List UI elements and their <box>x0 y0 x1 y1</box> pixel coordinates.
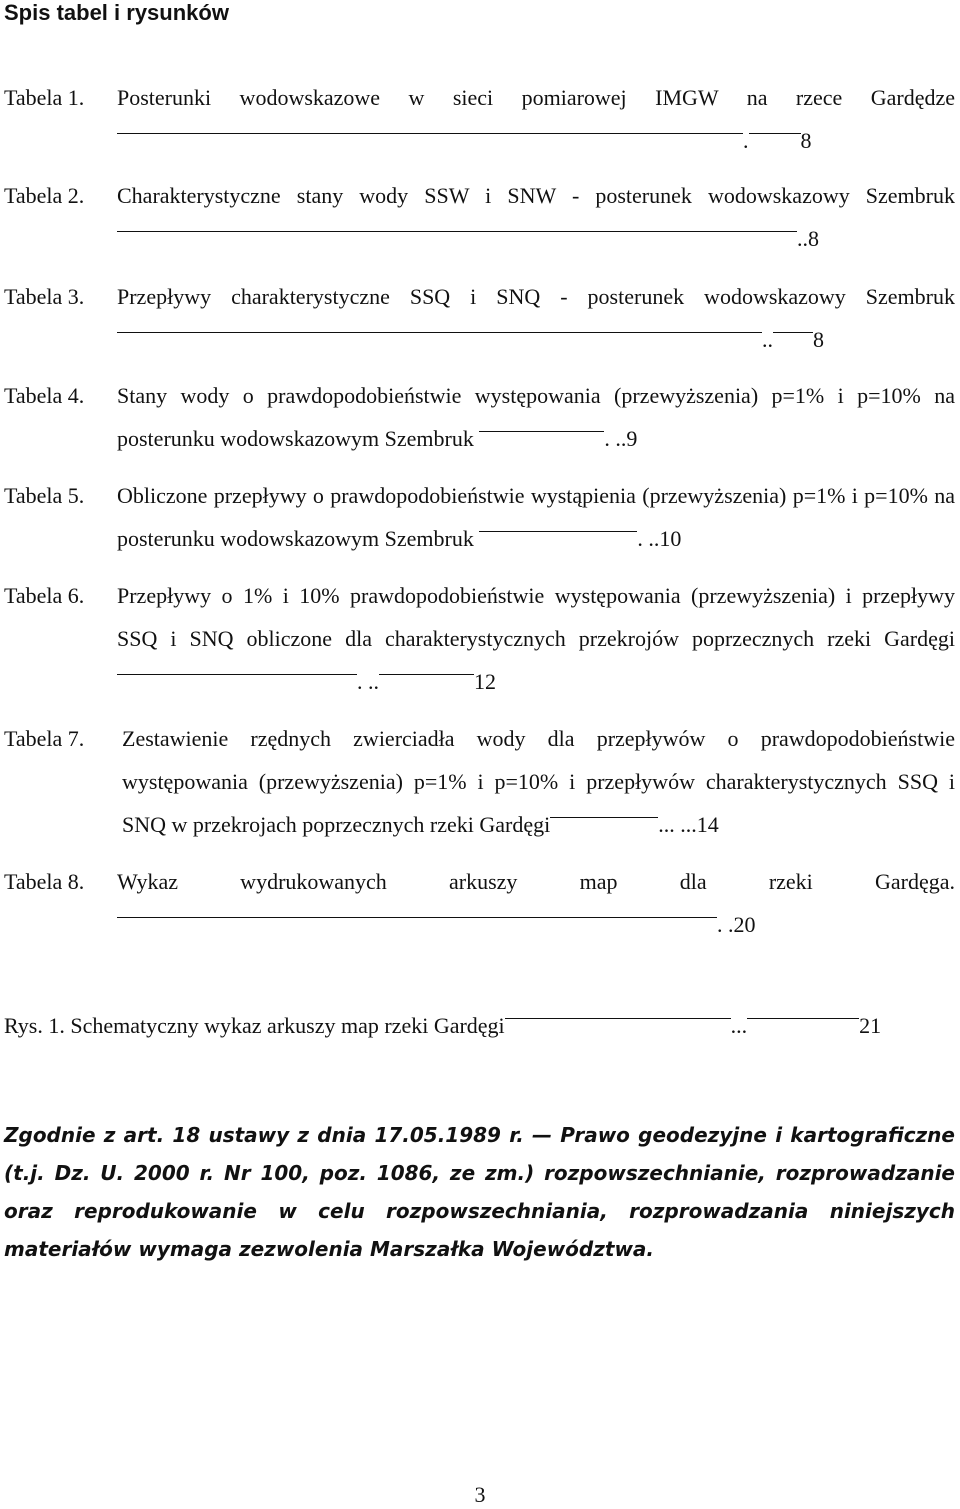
leader-line <box>117 133 743 134</box>
entry-title: Charakterystyczne stany wody SSW i SNW - posterunek wodowskazowy Szembruk <box>117 183 955 208</box>
entry-number: Tabela 5. <box>4 483 85 508</box>
toc-entry-tabela-5 <box>4 474 955 560</box>
toc-entry-tabela-2 <box>4 174 955 260</box>
entry-title: Stany wody o prawdopodobieństwie występowania (przewyższenia) p=1% i p=10% na posterunku wodowskazowym Szembruk <box>117 383 955 451</box>
toc-entry-tabela-7 <box>4 717 955 846</box>
entry-page: 10 <box>659 526 682 551</box>
entry-page: 12 <box>474 669 496 694</box>
leader-line <box>749 133 801 134</box>
toc-entry-rys-1 <box>4 1004 955 1047</box>
entry-body <box>117 474 955 560</box>
entry-number: Tabela 1. <box>4 85 85 110</box>
leader-line <box>117 231 797 232</box>
entry-number: Tabela 2. <box>4 183 85 208</box>
leader-dots: ... <box>730 1013 748 1038</box>
entry-page: 9 <box>626 426 638 451</box>
leader-dots: . .. <box>357 669 379 694</box>
leader-line <box>379 674 474 675</box>
leader-line <box>479 531 637 532</box>
leader-dots: . .. <box>637 526 660 551</box>
entry-number: Tabela 3. <box>4 284 85 309</box>
entry-page: 8 <box>808 226 819 251</box>
entry-body <box>117 574 955 703</box>
entry-body <box>117 374 955 460</box>
leader-dots: ... ... <box>658 812 697 837</box>
leader-line <box>505 1018 731 1019</box>
toc-entry-tabela-1 <box>4 76 955 162</box>
leader-line <box>479 431 604 432</box>
entry-number: Tabela 6. <box>4 583 85 608</box>
entry-page: 20 <box>733 912 756 937</box>
entry-number: Tabela 7. <box>4 726 85 751</box>
entry-title: Wykaz wydrukowanych arkuszy map dla rzeki Gardęga. <box>117 869 955 894</box>
toc-entry-tabela-8 <box>4 860 955 946</box>
leader-dots: . <box>743 128 749 153</box>
leader-line <box>550 817 658 818</box>
entry-title: Obliczone przepływy o prawdopodobieństwie wystąpienia (przewyższenia) p=1% i p=10% na posterunku wodowskazowym Szembruk <box>117 483 955 551</box>
toc-entry-tabela-6 <box>4 574 955 703</box>
entry-page: 14 <box>696 812 719 837</box>
leader-line <box>747 1018 859 1019</box>
entry-number: Tabela 8. <box>4 869 85 894</box>
leader-dots: .. <box>762 327 773 352</box>
leader-dots: .. <box>797 226 808 251</box>
entry-title: Posterunki wodowskazowe w sieci pomiarowej IMGW na rzece Gardędze <box>117 85 955 110</box>
entry-body <box>117 174 955 260</box>
page-number: 3 <box>474 1482 486 1507</box>
leader-line <box>773 332 813 333</box>
toc-entry-tabela-3 <box>4 275 955 361</box>
entry-page: 8 <box>813 327 824 352</box>
copyright-notice: Zgodnie z art. 18 ustawy z dnia 17.05.1989 r. — Prawo geodezyjne i kartograficzne (t.j. Dz. U. 2000 r. Nr 100, poz. 1086, ze zm.) rozpowszechnianie, rozprowadzanie oraz reprodukowanie w celu rozpowszechniania, rozprowadzania niniejszych materiałów wymaga zezwolenia Marszałka Województwa. <box>4 1123 955 1261</box>
toc-entry-tabela-4 <box>4 374 955 460</box>
entry-title: Zestawienie rzędnych zwierciadła wody dla przepływów o prawdopodobieństwie występowania (przewyższenia) p=1% i p=10% i przepływów charakterystycznych SSQ i SNQ w przekrojach poprzecznych rzeki Gardęgi <box>122 726 955 837</box>
entry-number: Tabela 4. <box>4 383 85 408</box>
page-heading: Spis tabel i rysunków <box>4 0 229 25</box>
leader-line <box>117 917 717 918</box>
entry-title: Przepływy o 1% i 10% prawdopodobieństwie występowania (przewyższenia) i przepływy SSQ i SNQ obliczone dla charakterystycznych przekrojów poprzecznych rzeki Gardęgi <box>117 583 955 651</box>
figure-title: Rys. 1. Schematyczny wykaz arkuszy map rzeki Gardęgi <box>4 1013 505 1038</box>
entry-title: Przepływy charakterystyczne SSQ i SNQ - posterunek wodowskazowy Szembruk <box>117 284 955 309</box>
figure-page: 21 <box>859 1013 882 1038</box>
leader-dots: . . <box>717 912 734 937</box>
entry-body <box>117 860 955 946</box>
entry-page: 8 <box>800 128 812 153</box>
leader-dots: . .. <box>604 426 627 451</box>
leader-line <box>117 332 762 333</box>
entry-body <box>117 76 955 162</box>
leader-line <box>117 674 357 675</box>
entry-body <box>122 717 955 846</box>
entry-body <box>117 275 955 361</box>
